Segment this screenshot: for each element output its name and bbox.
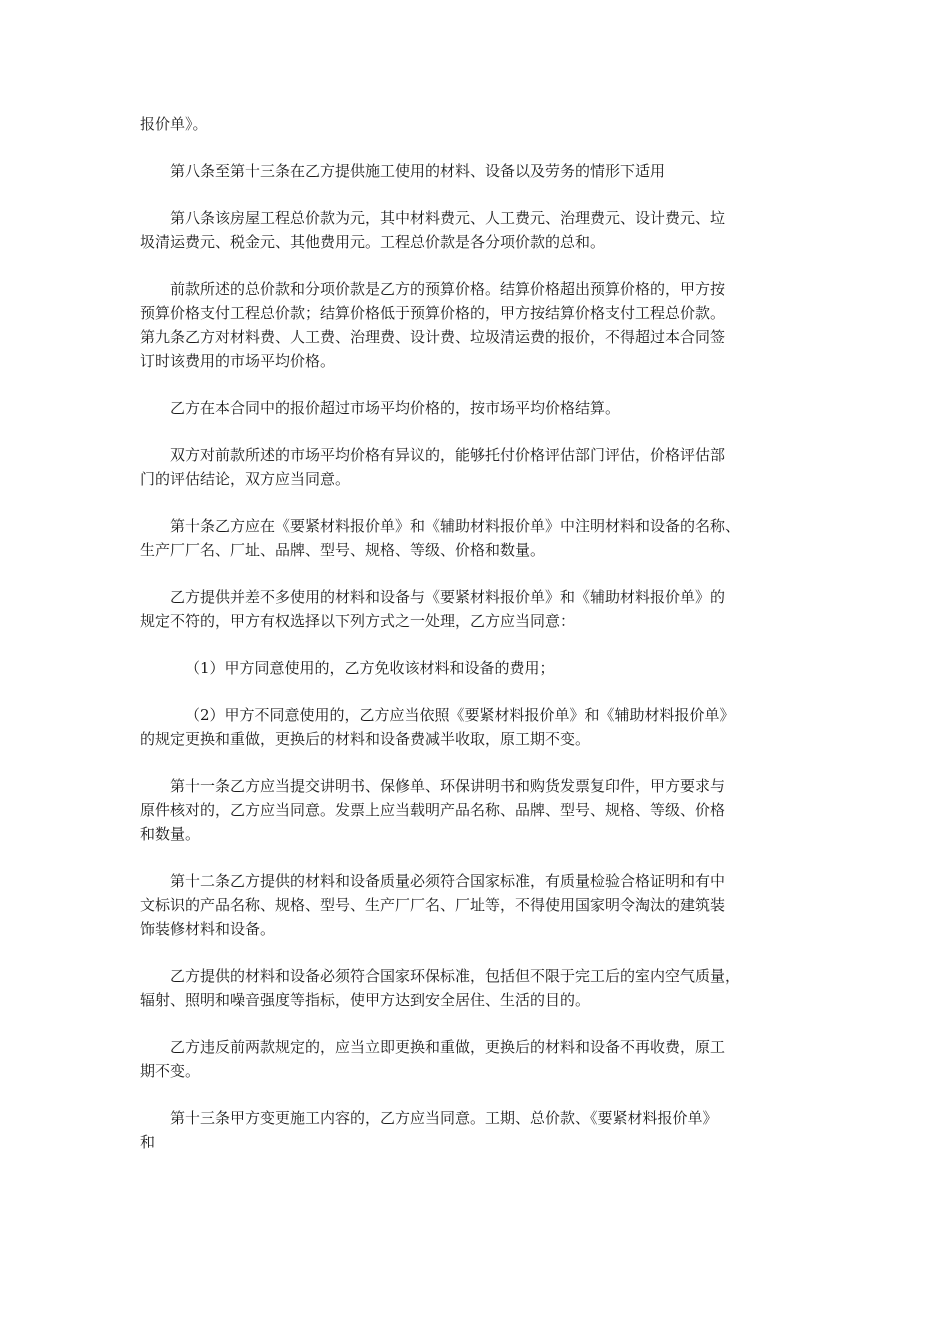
text-line: 和数量。 xyxy=(140,825,201,843)
paragraph-nonconforming-materials xyxy=(140,585,812,633)
paragraph-article-10 xyxy=(140,514,812,562)
paragraph-budget-price-article-9 xyxy=(140,277,812,373)
text-line: 和 xyxy=(140,1133,156,1151)
text-line: 文标识的产品名称、规格、型号、生产厂厂名、厂址等，不得使用国家明令淘汰的建筑装 xyxy=(140,896,726,914)
text-line: 第八条至第十三条在乙方提供施工使用的材料、设备以及劳务的情形下适用 xyxy=(170,162,666,180)
paragraph-environmental-standards xyxy=(140,964,812,1012)
text-line: 第八条该房屋工程总价款为元，其中材料费元、人工费元、治理费元、设计费元、垃 xyxy=(170,209,726,227)
text-line: 报价单》。 xyxy=(140,115,208,133)
text-line: 第九条乙方对材料费、人工费、治理费、设计费、垃圾清运费的报价，不得超过本合同签 xyxy=(140,328,726,346)
paragraph-price-dispute xyxy=(140,443,812,491)
text-line: 期不变。 xyxy=(140,1062,201,1080)
text-line: 乙方提供并差不多使用的材料和设备与《要紧材料报价单》和《辅助材料报价单》的 xyxy=(170,588,726,606)
paragraph-option-2 xyxy=(140,703,812,751)
paragraph-continuation xyxy=(140,112,812,136)
paragraph-article-13 xyxy=(140,1106,812,1154)
text-line: 的规定更换和重做，更换后的材料和设备费减半收取，原工期不变。 xyxy=(140,730,591,748)
text-line: 第十三条甲方变更施工内容的，乙方应当同意。工期、总价款、《要紧材料报价单》 xyxy=(170,1109,718,1127)
paragraph-scope-articles-8-13 xyxy=(140,159,812,183)
text-line: 预算价格支付工程总价款；结算价格低于预算价格的，甲方按结算价格支付工程总价款。 xyxy=(140,304,726,322)
paragraph-article-8 xyxy=(140,206,812,254)
text-line: 第十二条乙方提供的材料和设备质量必须符合国家标准，有质量检验合格证明和有中 xyxy=(170,872,726,890)
text-line: 辐射、照明和噪音强度等指标，使甲方达到安全居住、生活的目的。 xyxy=(140,991,591,1009)
text-line: 订时该费用的市场平均价格。 xyxy=(140,352,336,370)
text-line: 生产厂厂名、厂址、品牌、型号、规格、等级、价格和数量。 xyxy=(140,541,546,559)
text-line: （2）甲方不同意使用的，乙方应当依照《要紧材料报价单》和《辅助材料报价单》 xyxy=(185,706,735,724)
text-line: 第十一条乙方应当提交讲明书、保修单、环保讲明书和购货发票复印件，甲方要求与 xyxy=(170,777,726,795)
paragraph-option-1 xyxy=(140,656,812,680)
text-line: 双方对前款所述的市场平均价格有异议的，能够托付价格评估部门评估，价格评估部 xyxy=(170,446,726,464)
text-line: 乙方提供的材料和设备必须符合国家环保标准，包括但不限于完工后的室内空气质量， xyxy=(170,967,741,985)
text-line: 前款所述的总价款和分项价款是乙方的预算价格。结算价格超出预算价格的，甲方按 xyxy=(170,280,726,298)
text-line: 乙方违反前两款规定的，应当立即更换和重做，更换后的材料和设备不再收费，原工 xyxy=(170,1038,726,1056)
paragraph-article-12 xyxy=(140,869,812,941)
text-line: 原件核对的，乙方应当同意。发票上应当载明产品名称、品牌、型号、规格、等级、价格 xyxy=(140,801,726,819)
text-line: 圾清运费元、税金元、其他费用元。工程总价款是各分项价款的总和。 xyxy=(140,233,606,251)
text-line: 第十条乙方应在《要紧材料报价单》和《辅助材料报价单》中注明材料和设备的名称、 xyxy=(170,517,741,535)
paragraph-article-11 xyxy=(140,774,812,846)
text-line: 乙方在本合同中的报价超过市场平均价格的，按市场平均价格结算。 xyxy=(170,399,621,417)
text-line: 饰装修材料和设备。 xyxy=(140,920,276,938)
text-line: （1）甲方同意使用的，乙方免收该材料和设备的费用； xyxy=(185,659,555,677)
paragraph-violation-remedy xyxy=(140,1035,812,1083)
document-body xyxy=(140,112,812,1177)
text-line: 门的评估结论，双方应当同意。 xyxy=(140,470,351,488)
paragraph-market-price-settlement xyxy=(140,396,812,420)
text-line: 规定不符的，甲方有权选择以下列方式之一处理，乙方应当同意： xyxy=(140,612,576,630)
